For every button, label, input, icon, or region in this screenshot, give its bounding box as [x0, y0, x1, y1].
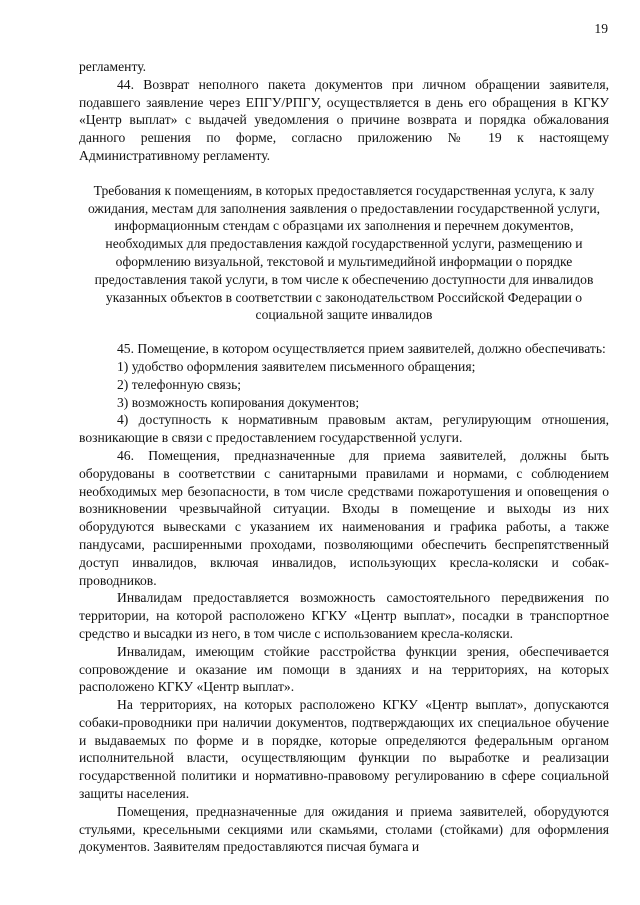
document-body [79, 58, 609, 856]
paragraph: На территориях, на которых расположено КГКУ «Центр выплат», допускаются собаки-проводники при наличии документов, подтверждающих их специальное обучение и выдаваемых по форме и в порядке, которые определяются федеральным органом исполнительной власти, осуществляющим функции по выработке и реализации государственной политики и нормативно-правовому регулированию в сфере социальной защиты населения. [79, 697, 609, 802]
paragraph-46: 46. Помещения, предназначенные для приема заявителей, должны быть оборудованы в соответствии с санитарными правилами и нормами, с соблюдением необходимых мер безопасности, в том числе средствами пожаротушения и оповещения о возникновении чрезвычайной ситуации. Входы в помещение и выходы из них оборудуются вывесками с указанием их наименования и графика работы, а также пандусами, расширенными проходами, позволяющими обеспечить беспрепятственный доступ инвалидов, включая инвалидов, использующих кресла-коляски и собак-проводников. [79, 447, 609, 588]
paragraph-45: 45. Помещение, в котором осуществляется прием заявителей, должно обеспечивать: [117, 341, 606, 357]
list-item-1: 1) удобство оформления заявителем письменного обращения; [117, 358, 476, 374]
list-item-2: 2) телефонную связь; [117, 376, 242, 392]
paragraph: Помещения, предназначенные для ожидания и приема заявителей, оборудуются стульями, кресельными секциями или скамьями, столами (стойками) для оформления документов. Заявителям предоставляются писчая бумага и [79, 803, 609, 855]
paragraph: Инвалидам, имеющим стойкие расстройства функции зрения, обеспечивается сопровождение и оказание им помощи в зданиях и на территориях, на которых расположено КГКУ «Центр выплат». [79, 643, 609, 695]
paragraph: Инвалидам предоставляется возможность самостоятельного передвижения по территории, на которой расположено КГКУ «Центр выплат», посадки в транспортное средство и высадки из него, в том числе с использованием кресла-коляски. [79, 590, 609, 641]
paragraph: регламенту. [79, 59, 147, 74]
list-item-4: 4) доступность к нормативным правовым актам, регулирующим отношения, возникающие в связи с предоставлением государственной услуги. [79, 412, 609, 446]
list-item-3: 3) возможность копирования документов; [117, 394, 360, 410]
section-heading: Требования к помещениям, в которых предоставляется государственная услуга, к залу ожидания, местам для заполнения заявления о предоставлении государственной услуги, информационным стендам с образцами их заполнения и перечнем документов, необходимых для предоставления каждой государственной услуги, размещению и оформлению визуальной, текстовой и мультимедийной информации о порядке предоставления такой услуги, в том числе к обеспечению доступности для инвалидов указанных объектов в соответствии с законодательством Российской Федерации о социальной защите инвалидов [87, 182, 601, 323]
page-number: 19 [594, 21, 608, 36]
paragraph-44: 44. Возврат неполного пакета документов при личном обращении заявителя, подавшего заявление через ЕПГУ/РПГУ, осуществляется в день его обращения в КГКУ «Центр выплат» с выдачей уведомления о причине возврата и порядка обжалования данного решения по форме, согласно приложению № 19 к настоящему Административному регламенту. [79, 76, 609, 163]
